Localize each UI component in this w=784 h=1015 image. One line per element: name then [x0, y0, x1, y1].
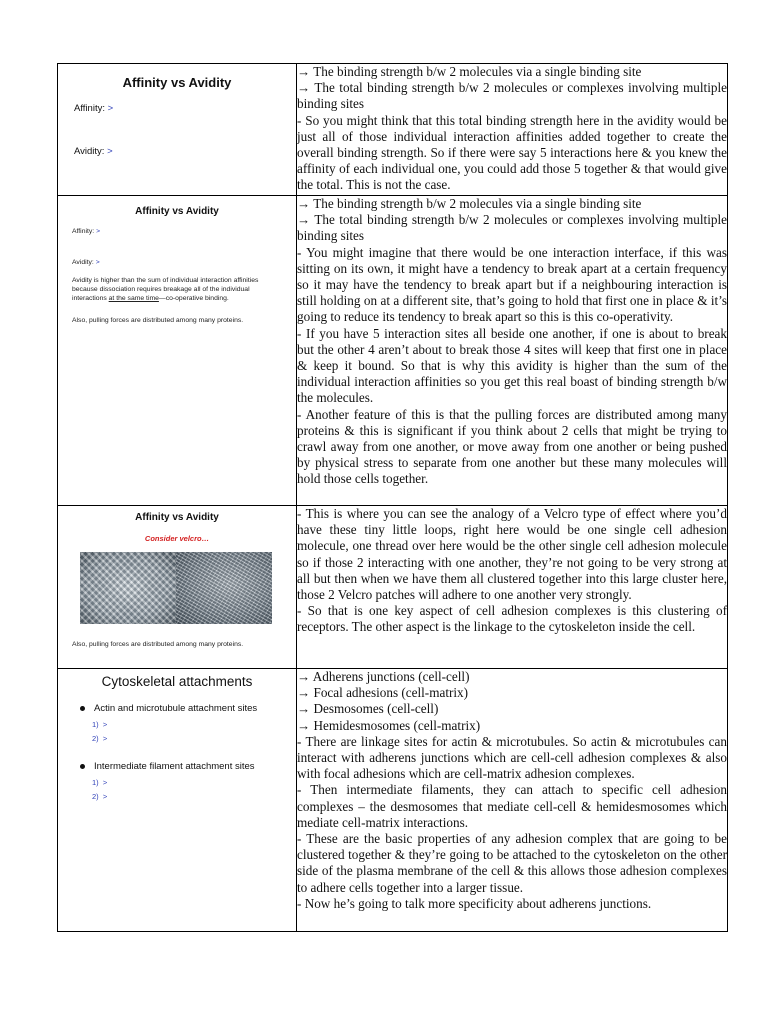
notes-text-3 — [297, 506, 728, 669]
bullet-actin-microtubule: Actin and microtubule attachment sites — [80, 703, 257, 714]
notes-row-2 — [58, 196, 728, 506]
note-line: → Focal adhesions (cell-matrix) — [297, 685, 469, 701]
affinity-label: Affinity: > — [72, 228, 101, 235]
slide-subtitle: Consider velcro… — [144, 534, 210, 543]
slide-thumbnail-4 — [58, 669, 297, 932]
note-line: → Adherens junctions (cell-cell) — [297, 669, 470, 684]
note-paragraph: - Now he’s going to talk more specificity about adherens junctions. — [297, 895, 652, 911]
bullet-dot-icon — [80, 706, 85, 711]
slide-thumbnail-3 — [58, 506, 297, 669]
slide-thumbnail-1 — [58, 64, 297, 196]
notes-row-4 — [58, 669, 728, 932]
avidity-label: Avidity: > — [72, 259, 100, 266]
notes-row-3 — [58, 506, 728, 669]
numbered-item: 1) > — [92, 778, 108, 787]
note-line: → The binding strength b/w 2 molecules via a single binding site — [297, 196, 642, 211]
note-line: → The total binding strength b/w 2 molecules or complexes involving multiple binding sites — [297, 80, 727, 112]
note-paragraph: - Another feature of this is that the pulling forces are distributed among many proteins & this is significant if you think about 2 cells that might be trying to crawl away from one another, or move away from one another or being pushed by physical stress to separate from one another but these many molecules will hold those cells together. — [297, 406, 727, 487]
velcro-photos — [80, 552, 272, 624]
velcro-loops-image — [176, 552, 272, 624]
velcro-hooks-image — [80, 552, 176, 624]
slide-thumbnail-2 — [58, 196, 297, 506]
numbered-item: 2) > — [92, 734, 108, 743]
affinity-label: Affinity: > — [74, 103, 114, 114]
note-paragraph: - So you might think that this total binding strength here in the avidity would be just all of those individual interaction affinities added together to create the overall binding strength. So if there were say 5 interactions here & you knew the affinity of each individual one, you could add those 5 together & that would give the total. This is not the case. — [297, 112, 727, 193]
note-line: → The total binding strength b/w 2 molecules or complexes involving multiple binding sites — [297, 212, 727, 244]
bullet-dot-icon — [80, 764, 85, 769]
slide-paragraph: Also, pulling forces are distributed among many proteins. — [72, 317, 244, 324]
numbered-item: 2) > — [92, 792, 108, 801]
avidity-label: Avidity: > — [74, 146, 113, 157]
slide-title: Cytoskeletal attachments — [101, 674, 253, 689]
slide-title: Affinity vs Avidity — [122, 75, 232, 90]
bullet-intermediate-filament: Intermediate filament attachment sites — [80, 761, 255, 772]
note-line: → Hemidesmosomes (cell-matrix) — [297, 717, 481, 733]
slide-title: Affinity vs Avidity — [135, 512, 219, 523]
notes-row-1 — [58, 64, 728, 196]
notes-text-1 — [297, 64, 728, 196]
slide-paragraph: Avidity is higher than the sum of individual interaction affinities because dissociation requires breakage all of the individual interactions at the same time—co-operative binding. — [72, 277, 259, 302]
note-paragraph: - So that is one key aspect of cell adhesion complexes is this clustering of receptors. The other aspect is the linkage to the cytoskeleton inside the cell. — [297, 603, 727, 635]
notes-table — [57, 63, 728, 932]
notes-text-4 — [297, 669, 728, 932]
note-line: → Desmosomes (cell-cell) — [297, 701, 439, 717]
note-paragraph: - These are the basic properties of any adhesion complex that are going to be clustered together & they’re going to be attached to the cytoskeleton on the other side of the plasma membrane of the cell & this allows those adhesion complexes to adhere cells together into a larger tissue. — [297, 831, 727, 895]
numbered-item: 1) > — [92, 720, 108, 729]
slide-title: Affinity vs Avidity — [135, 206, 219, 217]
note-line: → The binding strength b/w 2 molecules via a single binding site — [297, 64, 642, 79]
note-paragraph: - This is where you can see the analogy of a Velcro type of effect where you’d have these tiny little loops, right here would be one single cell adhesion molecule, one thread over here would be the other single cell adhesion molecule so if those 2 interacting with one another, they’re not going to be very strong at all but then when we have them all clustered together into this large cluster here, those 2 Velcro patches will adhere to one another very strongly. — [297, 506, 727, 603]
note-paragraph: - If you have 5 interaction sites all beside one another, if one is about to break but the other 4 aren’t about to break those 4 sites will keep that first one in place & keep it bound. So that is why this avidity is higher than the sum of the individual interaction affinities so you get this real boast of binding strength b/w the molecules. — [297, 325, 727, 406]
note-paragraph: - You might imagine that there would be one interaction interface, if this was sitting on its own, it might have a tendency to break apart at a certain frequency so it may have the tendency to break apart but if a neighbouring interaction is still holding on at a different site, that’s going to hold that first one in place & it’s going to reduce its tendency to break apart so this is this co-operativity. — [297, 244, 727, 325]
notes-text-2 — [297, 196, 728, 506]
slide-caption: Also, pulling forces are distributed among many proteins. — [72, 641, 244, 648]
note-paragraph: - Then intermediate filaments, they can attach to specific cell adhesion complexes – the desmosomes that mediate cell-cell & hemidesmosomes which mediate cell-matrix interactions. — [297, 782, 727, 830]
note-paragraph: - There are linkage sites for actin & microtubules. So actin & microtubules can interact with adherens junctions which are cell-cell adhesion complexes & also with focal adhesions which are cell-matrix adhesion complexes. — [297, 733, 727, 782]
